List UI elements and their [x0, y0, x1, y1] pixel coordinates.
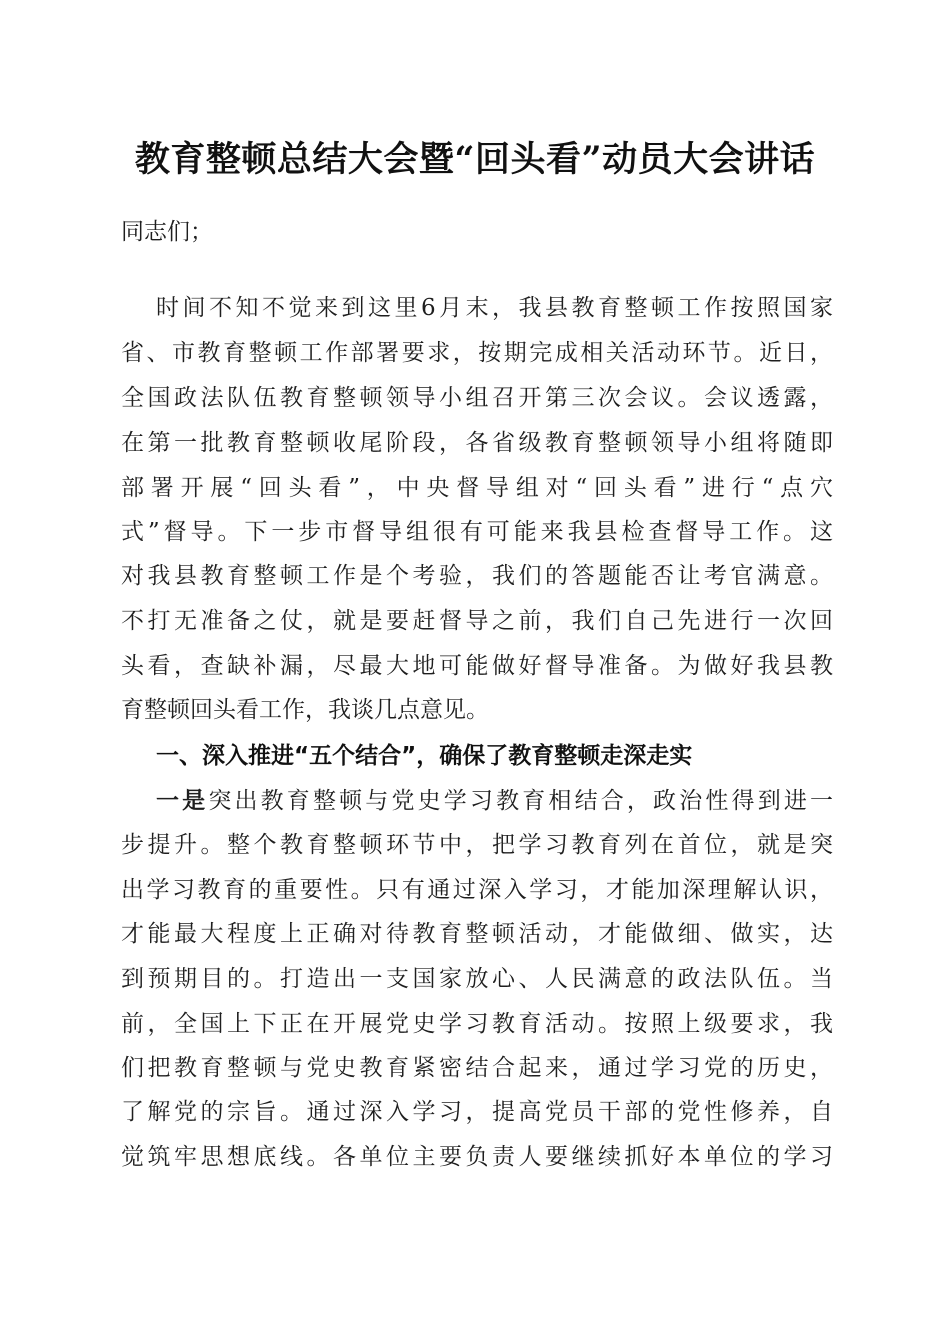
- paragraph-line: 省、市教育整顿工作部署要求，按期完成相关活动环节。近日，: [121, 340, 833, 366]
- paragraph-line: 全国政法队伍教育整顿领导小组召开第三次会议。会议透露，: [121, 385, 833, 411]
- paragraph-line: 时间不知不觉来到这里6月末，我县教育整顿工作按照国家: [156, 295, 833, 321]
- salutation: 同志们；: [121, 219, 213, 245]
- paragraph-line: 了解党的宗旨。通过深入学习，提高党员干部的党性修养，自: [121, 1099, 833, 1125]
- paragraph-line: 头看，查缺补漏，尽最大地可能做好督导准备。为做好我县教: [121, 653, 833, 679]
- paragraph-line: 出学习教育的重要性。只有通过深入学习，才能加深理解认识，: [121, 877, 833, 903]
- document-body: [121, 210, 833, 1210]
- paragraph-line: 育整顿回头看工作，我谈几点意见。: [121, 697, 489, 723]
- section-heading: 一、深入推进“五个结合”，确保了教育整顿走深走实: [156, 743, 693, 769]
- paragraph-line: 才能最大程度上正确对待教育整顿活动，才能做细、做实，达: [121, 921, 833, 947]
- paragraph-line: 部署开展“回头看”，中央督导组对“回头看”进行“点穴: [121, 475, 833, 501]
- paragraph-line: 在第一批教育整顿收尾阶段，各省级教育整顿领导小组将随即: [121, 430, 833, 456]
- paragraph-line: 前，全国上下正在开展党史学习教育活动。按照上级要求，我: [121, 1011, 833, 1037]
- paragraph-line: 步提升。整个教育整顿环节中，把学习教育列在首位，就是突: [121, 832, 833, 858]
- paragraph-line: 到预期目的。打造出一支国家放心、人民满意的政法队伍。当: [121, 966, 833, 992]
- paragraph-line: 对我县教育整顿工作是个考验，我们的答题能否让考官满意。: [121, 563, 833, 589]
- paragraph-line: 式”督导。下一步市督导组很有可能来我县检查督导工作。这: [121, 519, 833, 545]
- paragraph-run: 突出教育整顿与党史学习教育相结合，政治性得到进一: [208, 788, 833, 814]
- paragraph-line: 们把教育整顿与党史教育紧密结合起来，通过学习党的历史，: [121, 1055, 833, 1081]
- paragraph-line: 觉筑牢思想底线。各单位主要负责人要继续抓好本单位的学习: [121, 1144, 833, 1170]
- paragraph-line: [121, 779, 833, 823]
- paragraph-line: 不打无准备之仗，就是要赶督导之前，我们自己先进行一次回: [121, 608, 833, 634]
- emphasis-run: 一是: [156, 788, 209, 814]
- document-title: 教育整顿总结大会暨“回头看”动员大会讲话: [134, 139, 816, 180]
